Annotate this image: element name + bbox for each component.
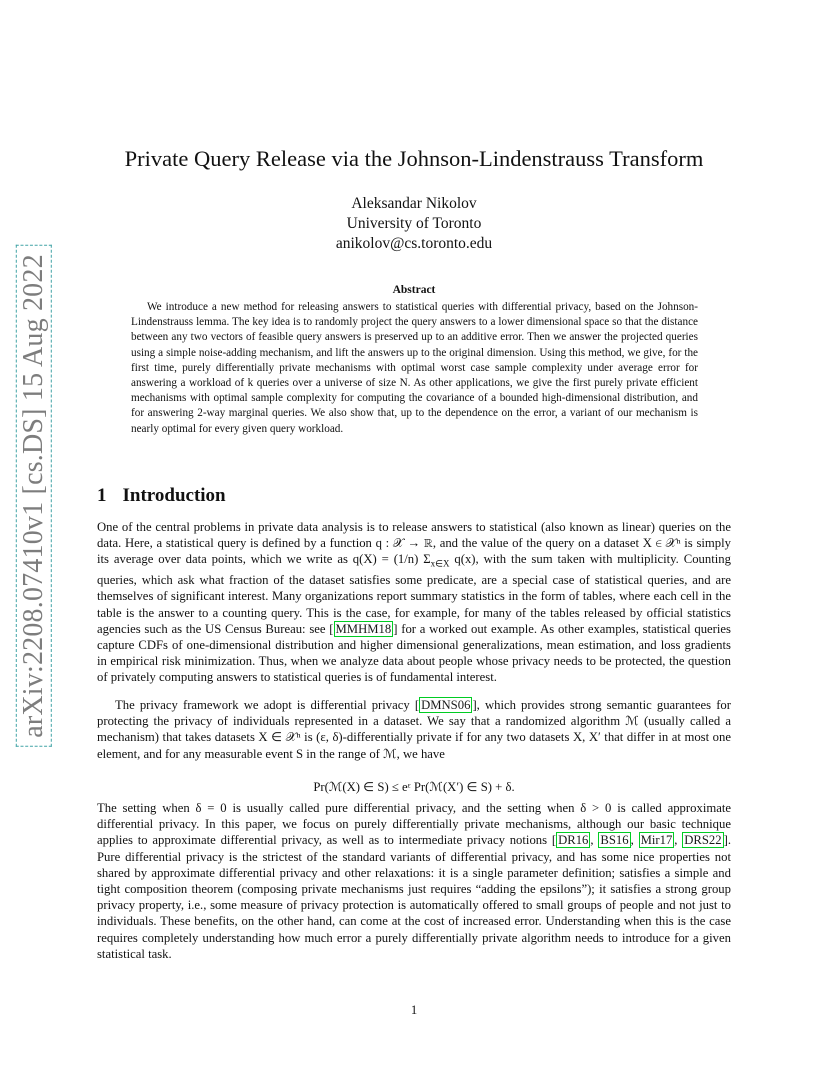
- arxiv-identifier-stamp[interactable]: [14, 254, 54, 738]
- page-number: 1: [410, 1003, 418, 1017]
- citation-link[interactable]: BS16: [600, 833, 629, 848]
- citation-link[interactable]: Mir17: [640, 833, 673, 848]
- citation-link[interactable]: DR16: [558, 833, 589, 848]
- citation-link[interactable]: MMHM18: [335, 621, 392, 636]
- citation-link[interactable]: DRS22: [684, 833, 722, 848]
- author-name: Aleksandar Nikolov: [351, 195, 477, 212]
- citation-link[interactable]: DMNS06: [421, 698, 471, 712]
- author-affiliation: University of Toronto: [346, 215, 482, 232]
- paragraph-3: The setting when δ = 0 is usually called pure differential privacy, and the setting when δ > 0 is called approximate differential privacy. In this paper, we focus on purely differentially private mechanisms, although our basic technique applies to approximate differential privacy, as well as to intermediate privacy notions [ DR16 , BS16 , Mir17 , DRS22 ]. Pure differential privacy is the strictest of the standard variants of differential privacy, and has some nice properties not shared by approximate differential privacy and other relaxations: it is a single parameter definition; satisfies a simple and tight composition theorem (composing private mechanisms just requires “adding the epsilons”); it satisfies a strong group privacy property, i.e., some measure of privacy protection is automatically offered to small groups of people and not just to individuals. These benefits, on the other hand, can come at the cost of increased error. Understanding when this is the case requires completely understanding how much error a purely differentially private algorithm needs to introduce for a given statistical task.: [97, 801, 732, 961]
- author-email: anikolov@cs.toronto.edu: [335, 235, 493, 252]
- sum-subscript: x∈X: [430, 558, 450, 569]
- author-block: [0, 194, 828, 254]
- section-title: Introduction: [122, 485, 226, 506]
- paragraph-1: One of the central problems in private data analysis is to release answers to statistical (also known as linear) queries on the data. Here, a statistical query is defined by a function q : 𝒳 → ℝ, and the value of the query on a dataset X ∈ 𝒳ⁿ is simply its average over data points, which we write as q(X) = (1/n) $\Sigma_{x\in X}$ q(x), with the sum taken with multiplicity. Counting queries, which ask what fraction of the dataset satisfies some predicate, are a special case of statistical queries, and are themselves of significant interest. Many organizations report summary statistics in the form of tables, where each cell in the table is the answer to a counting query. This is the case, for example, for many of the tables released by official statistics agencies such as the US Census Bureau: see [ MMHM18 ] for a worked out example. As other examples, statistical queries capture CDFs of one-dimensional distribution and higher dimensional generalizations, mean estimation, and loss gradients in empirical risk minimization. Thus, when we analyze data about people whose privacy needs to be protected, the question of privately computing answers to statistical queries is of fundamental interest.: [97, 520, 731, 685]
- section-number: 1: [97, 485, 107, 506]
- abstract-heading: Abstract: [392, 284, 436, 296]
- dp-definition-equation: Pr(ℳ(X) ∈ S) ≤ eᵋ Pr(ℳ(X′) ∈ S) + δ.: [313, 780, 515, 794]
- paper-title: Private Query Release via the Johnson-Lindenstrauss Transform: [124, 146, 704, 171]
- arxiv-identifier-text: arXiv:2208.07410v1 [cs.DS] 15 Aug 2022: [16, 245, 52, 747]
- section-heading: [97, 485, 226, 507]
- abstract-text: We introduce a new method for releasing answers to statistical queries with differential privacy, based on the Johnson-Lindenstrauss lemma. The key idea is to randomly project the query answers to a lower dimensional space so that the distance between any two vectors of feasible query answers is preserved up to an additive error. Then we answer the projected queries using a simple noise-adding mechanism, and lift the answers up to the original dimension. Using this method, we give, for the first time, purely differentially private mechanisms with optimal worst case sample complexity under average error for answering a workload of k queries over a universe of size N. As other applications, we give the first purely private efficient mechanisms with optimal sample complexity for computing the covariance of a bounded high-dimensional distribution, and for answering 2-way marginal queries. We also show that, up to the dependence on the error, a variant of our mechanism is nearly optimal for every given query workload.: [131, 301, 698, 435]
- paragraph-2: The privacy framework we adopt is differential privacy [ DMNS06 ], which provides strong semantic guarantees for protecting the privacy of individuals represented in a dataset. We say that a randomized algorithm ℳ (usually called a mechanism) that takes datasets X ∈ 𝒳ⁿ is (ε, δ)-differentially private if for any two datasets X, X′ that differ in at most one element, and for any measurable event S in the range of ℳ, we have: [97, 698, 731, 761]
